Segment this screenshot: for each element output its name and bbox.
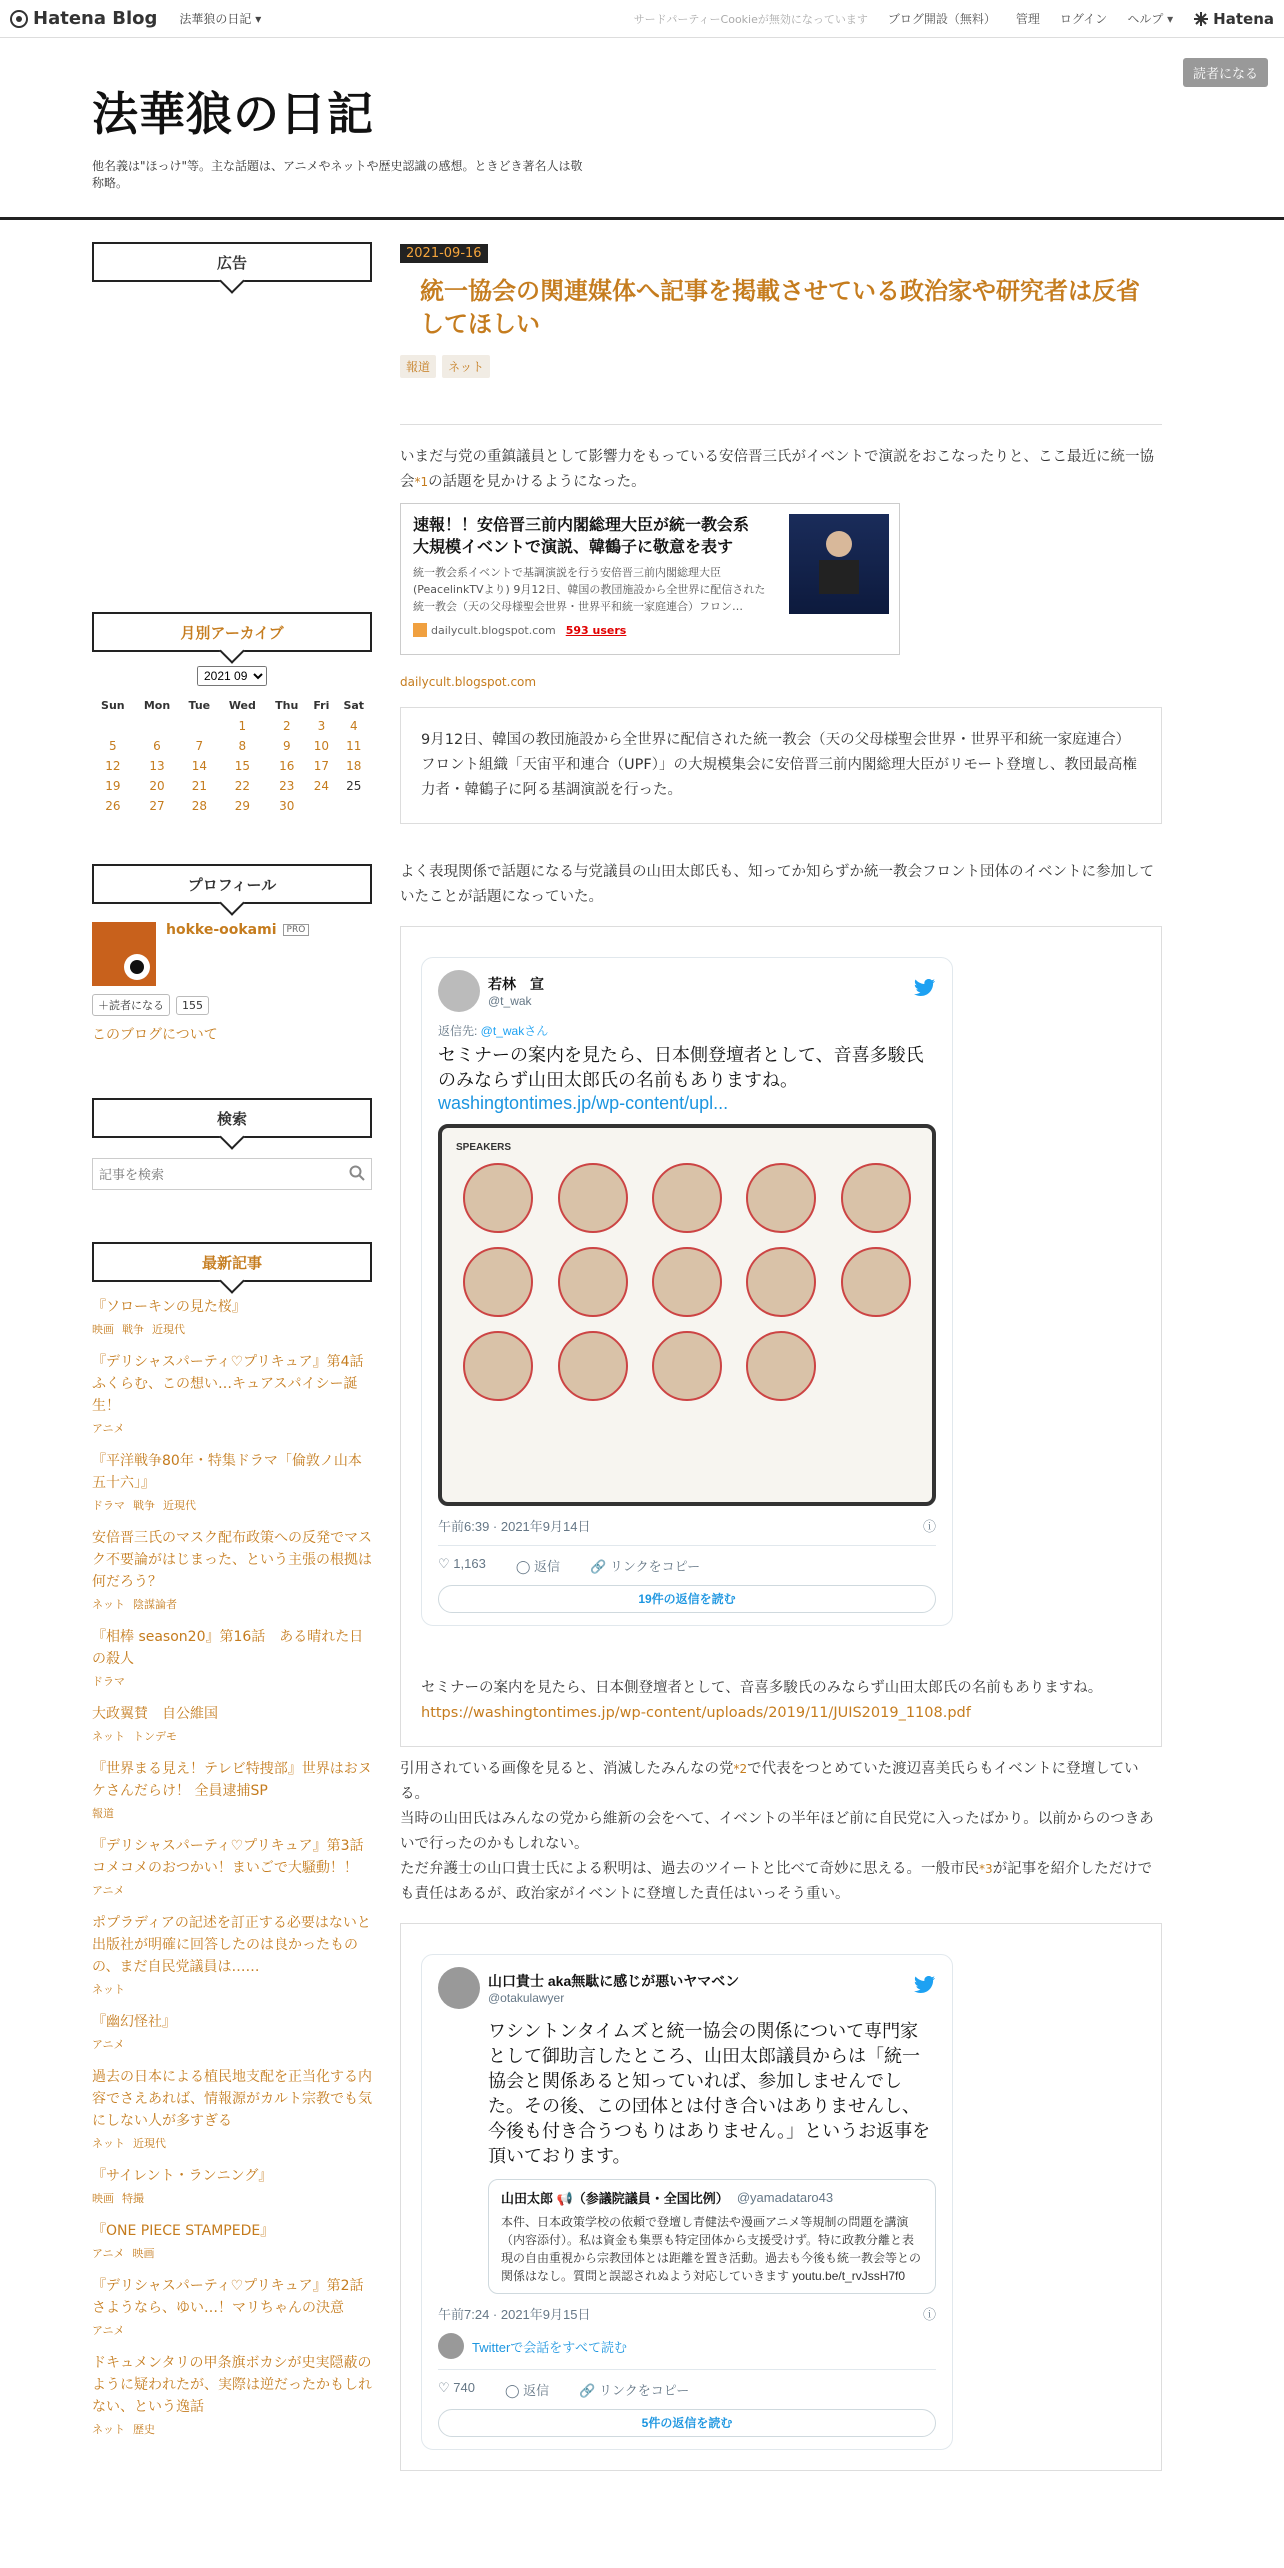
read-replies-button[interactable]: 19件の返信を読む bbox=[438, 1585, 936, 1613]
heart-icon: ♡ bbox=[438, 2380, 450, 2395]
calendar-day[interactable]: 9 bbox=[282, 739, 291, 753]
like-action[interactable]: ♡ 1,163 bbox=[438, 1556, 486, 1571]
recent-entry bbox=[92, 2165, 372, 2206]
quoted-handle: @yamadatarо43 bbox=[736, 2190, 834, 2205]
calendar-day[interactable]: 14 bbox=[191, 759, 207, 773]
ad-module-title: 広告 bbox=[92, 242, 372, 282]
calendar-day[interactable]: 29 bbox=[234, 799, 250, 813]
tweet-time[interactable]: 午前7:24 · 2021年9月15日 bbox=[438, 2307, 591, 2322]
blockquote: 9月12日、韓国の教団施設から全世界に配信された統一教会（天の父母様聖会世界・世界平和統一家庭連合）フロント組織「天宙平和連合（UPF）」の大規模集会に安倍晋三前内閣総理大臣がリモート登壇し、教団最高権力者・韓鶴子に阿る基調演説を行った。 bbox=[400, 707, 1162, 824]
link-icon: 🔗 bbox=[579, 2383, 596, 2398]
recent-entry-category[interactable]: 報道 bbox=[92, 1807, 114, 1820]
quoted-author: 山田太郎 📢（参議院議員・全国比例） bbox=[501, 2191, 729, 2206]
calendar-day[interactable]: 7 bbox=[195, 739, 204, 753]
profile-name[interactable]: hokke-ookami bbox=[166, 922, 277, 938]
calendar-day[interactable]: 12 bbox=[105, 759, 121, 773]
calendar-weekday: Thu bbox=[275, 698, 299, 712]
menu-open-blog[interactable]: ブログ開設（無料） bbox=[887, 12, 996, 26]
profile-subscribe-button[interactable]: ＋読者になる bbox=[92, 994, 170, 1016]
recent-entry-title[interactable]: 『ソローキンの見た桜』 bbox=[92, 1299, 246, 1315]
paragraph-1: いまだ与党の重鎮議員として影響力をもっている安倍晋三氏がイベントで演説をおこなったりと、ここ最近に統一協会*1の話題を見かけるようになった。 bbox=[400, 449, 1154, 490]
calendar-day[interactable]: 21 bbox=[191, 779, 207, 793]
tweet-text: セミナーの案内を見たら、日本側登壇者として、音喜多駿氏のみならず山田太郎氏の名前もありますね。 bbox=[438, 1045, 924, 1090]
calendar-day[interactable]: 17 bbox=[313, 759, 330, 773]
card-users[interactable]: 593 users bbox=[565, 623, 627, 637]
menu-help[interactable]: ヘルプ ▾ bbox=[1127, 12, 1174, 26]
recent-entry-category[interactable]: アニメ bbox=[92, 1884, 125, 1897]
calendar-day bbox=[307, 796, 335, 816]
recent-entry-category[interactable]: トンデモ bbox=[133, 1730, 177, 1743]
recent-entry bbox=[92, 1626, 372, 1689]
recent-entry bbox=[92, 2352, 372, 2437]
search-input[interactable] bbox=[93, 1159, 371, 1189]
blog-description: 他名義は"ほっけ"等。主な話題は、アニメやネットや歴史認識の感想。ときどき著名人は敬称略。 bbox=[92, 159, 583, 190]
tag-report[interactable]: 報道 bbox=[400, 355, 436, 378]
recent-entry-category[interactable]: 歴史 bbox=[133, 2423, 155, 2436]
info-icon[interactable]: ⓘ bbox=[922, 1519, 936, 1534]
archive-month-select[interactable] bbox=[197, 666, 267, 686]
recent-entry bbox=[92, 1296, 372, 1337]
recent-entry-title[interactable]: 『デリシャスパーティ♡プリキュア』第4話 ふくらむ、この想い…キュアスパイシー誕生！ bbox=[92, 1354, 378, 1414]
reply-icon: ◯ bbox=[504, 2383, 520, 2398]
brand-text: Hatena Blog bbox=[33, 8, 158, 29]
calendar-day[interactable]: 24 bbox=[313, 779, 330, 793]
recent-entry-title[interactable]: 『デリシャスパーティ♡プリキュア』第3話 コメコメのおつかい！まいごで大騒動！！ bbox=[92, 1838, 378, 1876]
read-replies-button[interactable]: 5件の返信を読む bbox=[438, 2409, 936, 2437]
recent-entry-title[interactable]: 『ONE PIECE STAMPEDE』 bbox=[92, 2223, 275, 2239]
recent-entry bbox=[92, 1835, 378, 1898]
reply-icon: ◯ bbox=[515, 1559, 531, 1574]
subscribe-button[interactable]: 読者になる bbox=[1183, 58, 1268, 87]
avatar bbox=[438, 2333, 464, 2359]
recent-entry bbox=[92, 2220, 372, 2261]
recent-entry bbox=[92, 2011, 372, 2052]
cookie-notice: サードパーティーCookieが無効になっています bbox=[633, 12, 868, 26]
copy-link-action[interactable]: 🔗 リンクをコピー bbox=[579, 2383, 690, 2398]
calendar-day[interactable]: 13 bbox=[149, 759, 165, 773]
pro-badge: PRO bbox=[283, 924, 310, 936]
recent-entry-category[interactable]: ネット bbox=[92, 2423, 125, 2436]
card-domain: dailycult.blogspot.com bbox=[431, 623, 556, 637]
recent-entry-title[interactable]: 大政翼賛 自公維国 bbox=[92, 1706, 218, 1722]
speaker-photo bbox=[463, 1247, 533, 1317]
read-conversation-link[interactable]: Twitterで会話をすべて読む bbox=[472, 2339, 628, 2355]
recent-entry-title[interactable]: 過去の日本による植民地支配を正当化する内容でさえあれば、情報源がカルト宗教でも気にしない人が多すぎる bbox=[92, 2069, 372, 2129]
recent-entry-title[interactable]: 『相棒 season20』第16話 ある晴れた日の殺人 bbox=[92, 1629, 364, 1667]
recent-entry-category[interactable]: 映画 bbox=[92, 2192, 114, 2205]
recent-module-title[interactable]: 最新記事 bbox=[92, 1242, 372, 1282]
recent-entry bbox=[92, 1527, 372, 1612]
calendar-day[interactable]: 3 bbox=[317, 719, 326, 733]
calendar-day[interactable]: 28 bbox=[191, 799, 207, 813]
menu-admin[interactable]: 管理 bbox=[1015, 12, 1040, 26]
reply-action[interactable]: ◯ 返信 bbox=[504, 2383, 550, 2398]
recent-entry-title[interactable]: ドキュメンタリの甲条旗ボカシが史実隠蔽のように疑われたが、実際は逆だったかもしれない、という逸話 bbox=[92, 2355, 372, 2415]
recent-entry bbox=[92, 1758, 372, 1821]
calendar-day[interactable]: 5 bbox=[109, 739, 117, 753]
about-blog-link[interactable]: このブログについて bbox=[92, 1027, 218, 1043]
recent-entry-category[interactable]: ネット bbox=[92, 2137, 125, 2150]
hatena-blog-logo[interactable] bbox=[10, 8, 157, 29]
recent-entry-title[interactable]: 安倍晋三氏のマスク配布政策への反発でマスク不要論がはじまった、という主張の根拠は何だろう？ bbox=[92, 1530, 372, 1590]
hatena-blog-icon bbox=[10, 10, 28, 28]
blog-card[interactable] bbox=[400, 503, 900, 655]
twitter-bird-icon[interactable] bbox=[914, 1976, 936, 2000]
calendar-day[interactable]: 16 bbox=[279, 759, 295, 773]
archive-calendar bbox=[92, 666, 372, 816]
recent-entry bbox=[92, 2275, 378, 2338]
speaker-photo bbox=[558, 1247, 628, 1317]
entry-title[interactable]: 統一協会の関連媒体へ記事を掲載させている政治家や研究者は反省してほしい bbox=[420, 277, 1140, 338]
calendar-weekday: Tue bbox=[188, 698, 211, 712]
tweet-handle[interactable]: @t_wak bbox=[488, 994, 532, 1008]
pdf-link[interactable]: https://washingtontimes.jp/wp-content/uploads/2019/11/JUIS2019_1108.pdf bbox=[421, 1705, 971, 1721]
favicon-icon bbox=[413, 623, 427, 637]
hatena-logo[interactable]: Hatena bbox=[1193, 10, 1274, 28]
speaker-photo bbox=[841, 1247, 911, 1317]
blog-title[interactable]: 法華狼の日記 bbox=[92, 87, 374, 141]
recent-entry-category[interactable]: アニメ bbox=[92, 2247, 125, 2260]
quoted-tweet[interactable] bbox=[488, 2179, 936, 2294]
recent-entry-category[interactable]: 特撮 bbox=[122, 2192, 144, 2205]
recent-entry-category[interactable]: ネット bbox=[92, 1598, 125, 1611]
recent-entry-title[interactable]: 『デリシャスパーティ♡プリキュア』第2話 さようなら、ゆい…！マリちゃんの決意 bbox=[92, 2278, 378, 2316]
archive-module-title[interactable]: 月別アーカイブ bbox=[92, 612, 372, 652]
entry bbox=[400, 242, 1162, 2471]
recent-entry-title[interactable]: 『世界まる見え！テレビ特捜部』世界はおヌケさんだらけ！ 全員逮捕SP bbox=[92, 1761, 372, 1799]
recent-entry bbox=[92, 1912, 372, 1997]
footnote-2[interactable]: *2 bbox=[733, 1762, 748, 1776]
calendar-day[interactable]: 11 bbox=[346, 739, 362, 753]
recent-entry-category[interactable]: 戦争 bbox=[133, 1499, 155, 1512]
calendar-day[interactable]: 19 bbox=[105, 779, 121, 793]
global-header bbox=[0, 0, 1284, 38]
paragraph-2: よく表現関係で話題になる与党議員の山田太郎氏も、知ってか知らずか統一教会フロント団体のイベントに参加していたことが話題になっていた。 bbox=[400, 864, 1154, 905]
recent-entry-category[interactable]: アニメ bbox=[92, 2038, 125, 2051]
link-icon: 🔗 bbox=[590, 1559, 607, 1574]
calendar-day[interactable]: 22 bbox=[234, 779, 250, 793]
speaker-photo bbox=[463, 1163, 533, 1233]
person-thumbnail-icon bbox=[809, 524, 869, 594]
subscriber-count: 155 bbox=[176, 996, 209, 1015]
calendar-day[interactable]: 30 bbox=[279, 799, 295, 813]
calendar-day bbox=[180, 716, 218, 736]
speaker-photo bbox=[652, 1247, 722, 1317]
calendar-day[interactable]: 4 bbox=[349, 719, 358, 733]
recent-entry-category[interactable]: 戦争 bbox=[122, 1323, 144, 1336]
calendar-weekday: Mon bbox=[143, 698, 171, 712]
calendar-day: 25 bbox=[346, 779, 362, 793]
recent-entry-category[interactable]: 近現代 bbox=[163, 1499, 196, 1512]
speaker-photo bbox=[652, 1331, 722, 1401]
sidebar bbox=[92, 242, 378, 2437]
tweet-handle[interactable]: @otakulawyer bbox=[488, 1991, 565, 2005]
card-thumbnail bbox=[789, 514, 889, 614]
card-title[interactable]: 速報！！安倍晋三前内閣総理大臣が統一教会系大規模イベントで演説、韓鶴子に敬意を表す bbox=[413, 515, 750, 556]
calendar-day[interactable]: 6 bbox=[153, 739, 161, 753]
image-label: SPEAKERS bbox=[456, 1142, 512, 1153]
recent-entry-category[interactable]: 映画 bbox=[132, 2247, 155, 2260]
avatar[interactable] bbox=[92, 922, 156, 986]
tweet-embed-2 bbox=[400, 1923, 1162, 2471]
tag-net[interactable]: ネット bbox=[442, 355, 490, 378]
recent-entry bbox=[92, 2066, 372, 2151]
calendar-weekday: Sat bbox=[343, 698, 365, 712]
blog-header bbox=[0, 38, 1284, 220]
recent-entry-title[interactable]: 『サイレント・ランニング』 bbox=[92, 2168, 273, 2184]
calendar-day[interactable]: 15 bbox=[234, 759, 250, 773]
calendar-day[interactable]: 10 bbox=[313, 739, 330, 753]
calendar-day bbox=[336, 796, 372, 816]
avatar[interactable] bbox=[438, 1967, 480, 2009]
twitter-bird-icon[interactable] bbox=[914, 979, 936, 1003]
recent-entry-category[interactable]: 陰謀論者 bbox=[133, 1598, 177, 1611]
recent-entry-category[interactable]: 近現代 bbox=[133, 2137, 166, 2150]
blog-menu-link[interactable]: 法華狼の日記 ▾ bbox=[179, 12, 262, 26]
recent-entry-title[interactable]: 『平洋戦争80年・特集ドラマ「倫敦ノ山本五十六」』 bbox=[92, 1453, 362, 1491]
recent-entry-category[interactable]: ネット bbox=[92, 1983, 125, 1996]
calendar-day[interactable]: 20 bbox=[149, 779, 165, 793]
entry-date[interactable]: 2021-09-16 bbox=[400, 244, 488, 263]
card-desc: 統一教会系イベントで基調演説を行う安倍晋三前内閣総理大臣 (PeacelinkTVより) 9月12日、韓国の教団施設から全世界に配信された統一教会（天の父母様聖会世界・世界平和統一家庭連合）フロン… bbox=[413, 566, 766, 613]
profile-module-title: プロフィール bbox=[92, 864, 372, 904]
info-icon[interactable]: ⓘ bbox=[922, 2307, 936, 2322]
calendar-weekday: Sun bbox=[101, 698, 125, 712]
speaker-photo bbox=[746, 1331, 816, 1401]
speaker-photo bbox=[463, 1331, 533, 1401]
tweet-reply-to: 返信先: @t_wakさん bbox=[438, 1024, 549, 1038]
recent-entry-category[interactable]: ネット bbox=[92, 1730, 125, 1743]
speaker-photo bbox=[558, 1163, 628, 1233]
speaker-photo bbox=[746, 1247, 816, 1317]
tweet-fallback-text: セミナーの案内を見たら、日本側登壇者として、音喜多駿氏のみならず山田太郎氏の名前もありますね。 bbox=[421, 1680, 1103, 1696]
recent-entry-category[interactable]: ドラマ bbox=[92, 1675, 125, 1688]
tweet-link[interactable]: washingtontimes.jp/wp-content/upl... bbox=[438, 1093, 729, 1113]
paragraph-5: ただ弁護士の山口貴士氏による釈明は、過去のツイートと比べて奇妙に思える。一般市民*3が記事を紹介しただけでも責任はあるが、政治家がイベントに登壇した責任はいっそう重い。 bbox=[400, 1861, 1153, 1902]
recent-entry-category[interactable]: ドラマ bbox=[92, 1499, 125, 1512]
paragraph-3: 引用されている画像を見ると、消滅したみんなの党*2で代表をつとめていた渡辺喜美氏らもイベントに登壇している。 bbox=[400, 1761, 1139, 1802]
calendar-day bbox=[92, 716, 134, 736]
divider bbox=[400, 424, 1162, 425]
tweet-time[interactable]: 午前6:39 · 2021年9月14日 bbox=[438, 1519, 591, 1534]
speaker-photo bbox=[558, 1331, 628, 1401]
recent-entry bbox=[92, 1351, 378, 1436]
recent-entry-category[interactable]: アニメ bbox=[92, 1422, 125, 1435]
recent-entry bbox=[92, 1703, 372, 1744]
hatena-icon bbox=[1193, 11, 1209, 27]
calendar-day[interactable]: 1 bbox=[238, 719, 247, 733]
avatar[interactable] bbox=[438, 970, 480, 1012]
tweet-embed-1 bbox=[400, 926, 1162, 1747]
calendar-weekday: Wed bbox=[228, 698, 256, 712]
recent-entry-category[interactable]: 映画 bbox=[92, 1323, 114, 1336]
calendar-day[interactable]: 8 bbox=[238, 739, 247, 753]
reply-action[interactable]: ◯ 返信 bbox=[515, 1559, 561, 1574]
calendar-day[interactable]: 27 bbox=[149, 799, 165, 813]
recent-entry bbox=[92, 1450, 372, 1513]
calendar-day[interactable]: 18 bbox=[346, 759, 362, 773]
tweet-text: ワシントンタイムズと統一協会の関係について専門家として御助言したところ、山田太郎議員からは「統一協会と関係あると知っていれば、参加しませんでした。その後、この団体とは付き合いはありませんし、今後も付き合うつもりはありません。」というお返事を頂いております。 bbox=[488, 2021, 931, 2166]
tweet-author[interactable]: 若林 宣 bbox=[488, 976, 544, 992]
recent-entry-category[interactable]: アニメ bbox=[92, 2324, 125, 2337]
card-source-link[interactable]: dailycult.blogspot.com bbox=[400, 675, 537, 689]
paragraph-4: 当時の山田氏はみんなの党から維新の会をへて、イベントの半年ほど前に自民党に入ったばかり。以前からのつきあいで行ったのかもしれない。 bbox=[400, 1811, 1154, 1852]
calendar-day bbox=[134, 716, 181, 736]
search-module-title: 検索 bbox=[92, 1098, 372, 1138]
heart-icon: ♡ bbox=[438, 1556, 450, 1571]
calendar-weekday: Fri bbox=[313, 698, 330, 712]
calendar-day[interactable]: 26 bbox=[105, 799, 121, 813]
recent-entry-category[interactable]: 近現代 bbox=[152, 1323, 185, 1336]
calendar-day[interactable]: 2 bbox=[282, 719, 291, 733]
tweet-image[interactable] bbox=[438, 1124, 936, 1506]
tweet-author[interactable]: 山口貴士 aka無駄に感じが悪いヤマベン bbox=[488, 1973, 740, 1989]
search-icon[interactable] bbox=[349, 1165, 365, 1185]
recent-entry-title[interactable]: 『幽幻怪社』 bbox=[92, 2014, 176, 2030]
quoted-text: 本件、日本政策学校の依頼で登壇し青健法や漫画アニメ等規制の問題を講演（内容添付）。私は資金も集票も特定団体から支援受けず。特に政教分離と表現の自由重視から宗教団体とは距離を置き活動。過去も今後も統一教会等との関係はなし。質問と誤認されぬよう対応していきます youtu.be/t_rvJssH7f0 bbox=[501, 2215, 922, 2283]
plus-icon: ＋ bbox=[98, 999, 109, 1012]
speaker-photo bbox=[841, 1163, 911, 1233]
footnote-1[interactable]: *1 bbox=[414, 475, 429, 489]
like-action[interactable]: ♡ 740 bbox=[438, 2380, 475, 2395]
speaker-photo bbox=[652, 1163, 722, 1233]
calendar-day[interactable]: 23 bbox=[279, 779, 295, 793]
menu-login[interactable]: ログイン bbox=[1059, 12, 1108, 26]
recent-entry-title[interactable]: ポプラディアの記述を訂正する必要はないと出版社が明確に回答したのは良かったものの、まだ自民党議員は…… bbox=[92, 1915, 371, 1975]
copy-link-action[interactable]: 🔗 リンクをコピー bbox=[590, 1559, 701, 1574]
footnote-3[interactable]: *3 bbox=[978, 1862, 993, 1876]
speaker-photo bbox=[746, 1163, 816, 1233]
